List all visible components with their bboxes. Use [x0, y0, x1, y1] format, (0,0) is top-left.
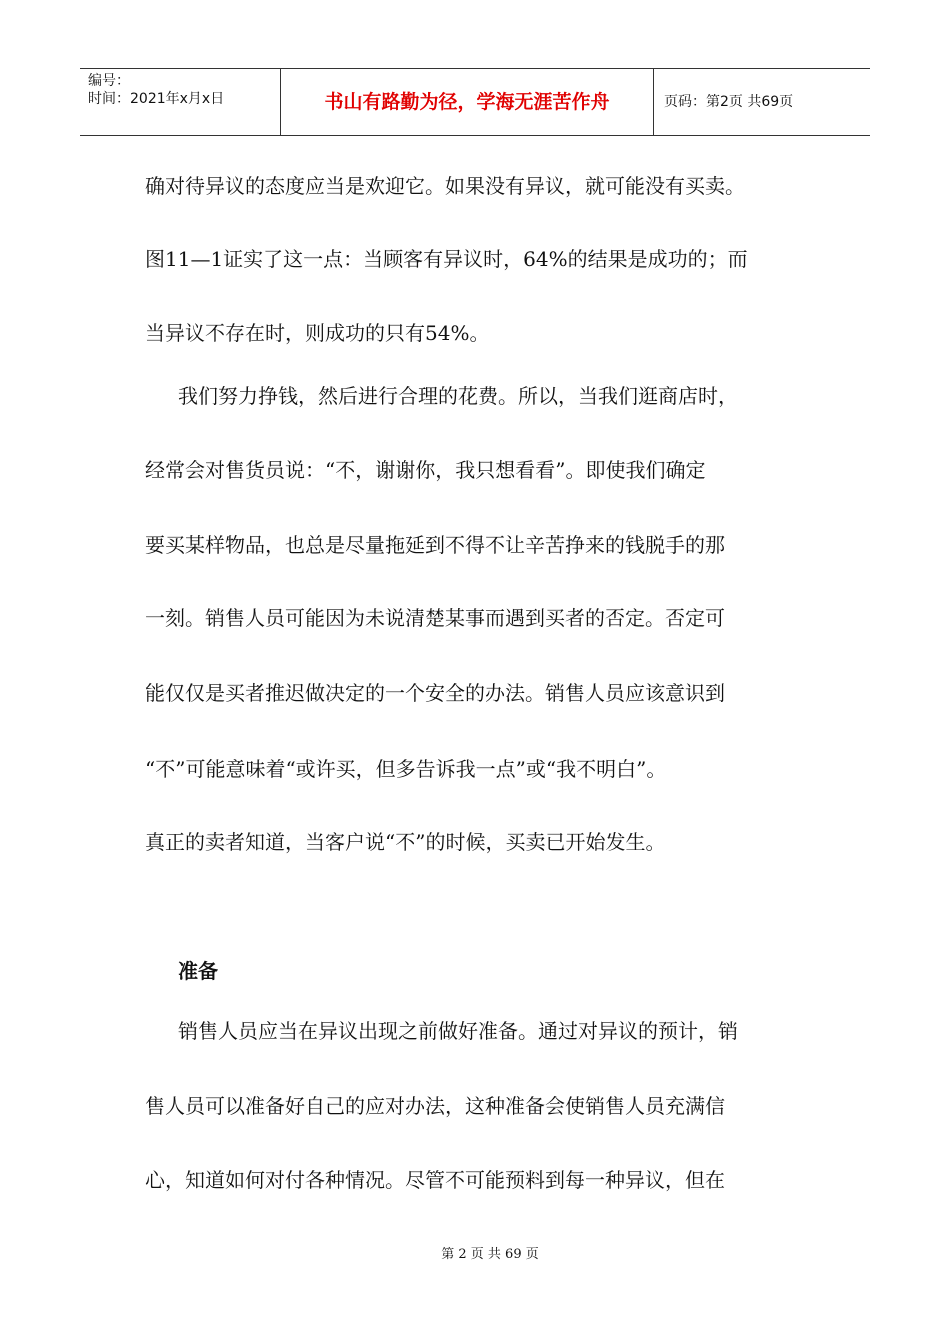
paragraph-line: “不”可能意味着“或许买，但多告诉我一点”或“我不明白”。	[145, 757, 667, 781]
paragraph-line: 经常会对售货员说：“不，谢谢你，我只想看看”。即使我们确定	[145, 458, 706, 482]
page-header	[80, 68, 870, 136]
paragraph-line: 售人员可以准备好自己的应对办法，这种准备会使销售人员充满信	[145, 1094, 725, 1118]
paragraph-line: 心，知道如何对付各种情况。尽管不可能预料到每一种异议，但在	[145, 1168, 725, 1192]
document-number-label: 编号：	[88, 73, 130, 89]
paragraph-line: 我们努力挣钱，然后进行合理的花费。所以，当我们逛商店时，	[178, 384, 738, 408]
paragraph-line: 当异议不存在时，则成功的只有54%。	[145, 321, 490, 345]
header-motto: 书山有路勤为径，学海无涯苦作舟	[281, 69, 654, 135]
document-date-label: 时间：2021年x月x日	[88, 91, 225, 107]
paragraph-line: 确对待异议的态度应当是欢迎它。如果没有异议，就可能没有买卖。	[145, 174, 745, 198]
paragraph-line: 图11—1证实了这一点：当顾客有异议时，64%的结果是成功的；而	[145, 247, 748, 271]
paragraph-line: 真正的卖者知道，当客户说“不”的时候，买卖已开始发生。	[145, 830, 666, 854]
paragraph-line: 一刻。销售人员可能因为未说清楚某事而遇到买者的否定。否定可	[145, 606, 725, 630]
page-footer: 第 2 页 共 69 页	[441, 1247, 539, 1262]
paragraph-line: 能仅仅是买者推迟做决定的一个安全的办法。销售人员应该意识到	[145, 681, 725, 705]
section-heading: 准备	[178, 959, 218, 983]
header-page-info: 页码：第2页 共69页	[664, 94, 794, 110]
paragraph-line: 要买某样物品，也总是尽量拖延到不得不让辛苦挣来的钱脱手的那	[145, 533, 725, 557]
paragraph-line: 销售人员应当在异议出现之前做好准备。通过对异议的预计，销	[178, 1019, 738, 1043]
header-meta-cell	[80, 69, 281, 135]
